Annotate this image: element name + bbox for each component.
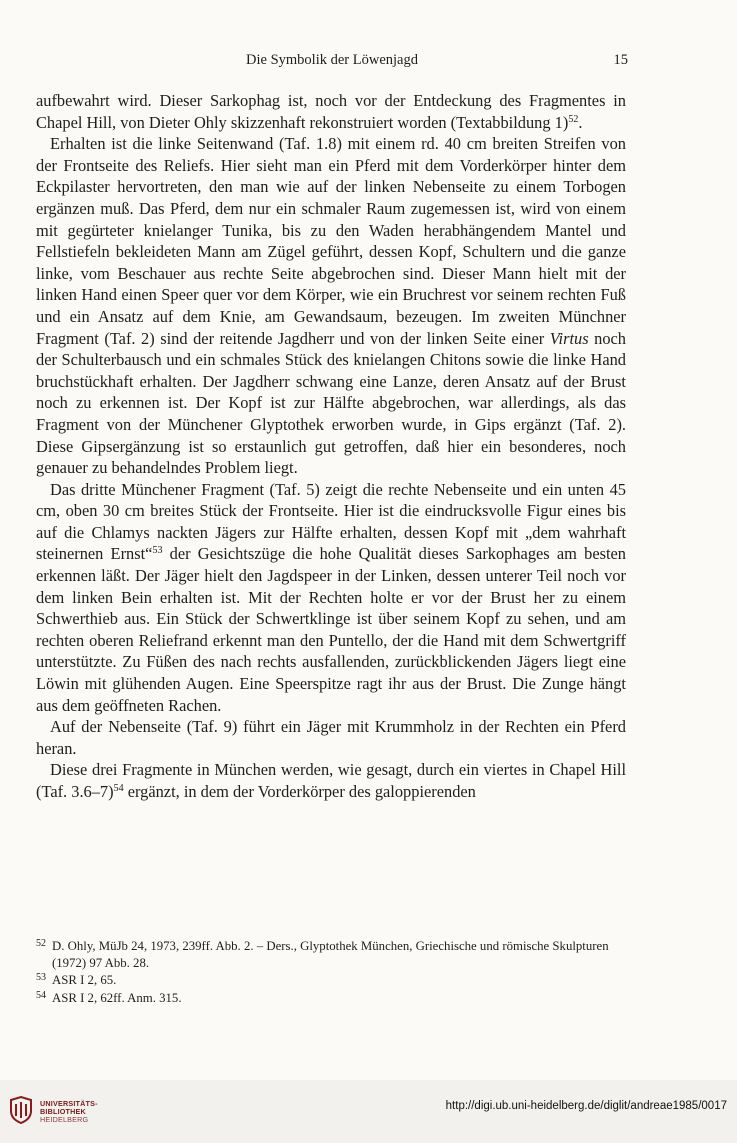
- running-title: Die Symbolik der Löwenjagd: [246, 52, 418, 68]
- text-run: Das dritte Münchener Fragment (Taf. 5) zeigt die rechte Nebenseite und ein unten 45 cm, oben 30 cm breites Stück der Frontseite. Hier ist die eindrucksvolle Figur eines bis auf die Chlamys nackten Jägers zur Hälfte erhalten, dessen Kopf mit „dem wahrhaft steinernen Ernst“: [36, 479, 626, 564]
- footnote: 54 ASR I 2, 62ff. Anm. 315.: [36, 989, 182, 1005]
- footnote: 53 ASR I 2, 65.: [36, 972, 117, 988]
- footnote-text: D. Ohly, MüJb 24, 1973, 239ff. Abb. 2. – Ders., Glyptothek München, Griechische und römische Skulpturen (1972) 97 Abb. 28.: [52, 939, 609, 971]
- text-run: der Gesichtszüge die hohe Qualität dieses Sarkophages am besten erkennen läßt. Der Jäger hielt den Jagdspeer in der Linken, dessen unterer Teil noch vor dem linken Bein erhalten ist. Mit der Rechten holte er vor der Brust her zu einem Schwerthieb aus. Ein Stück der Schwertklinge ist über seinem Kopf zu sehen, und am rechten oberen Reliefrand erkennt man den Puntello, der die Hand mit dem Schwertgriff unterstützte. Zu Füßen des nach rechts ausfallenden, zurückblickenden Jägers liegt eine Löwin mit glühenden Augen. Eine Speerspitze ragt ihr aus der Brust. Die Zunge hängt aus dem geöffneten Rachen.: [36, 544, 626, 715]
- emphasized-term: Virtus: [549, 328, 589, 348]
- logo-line-3: HEIDELBERG: [40, 1115, 89, 1124]
- footnote-text: ASR I 2, 65.: [52, 973, 117, 988]
- paragraph: [36, 90, 626, 133]
- text-run: aufbewahrt wird. Dieser Sarkophag ist, noch vor der Entdeckung des Fragmentes in Chapel Hill, von Dieter Ohly skizzenhaft rekonstruiert worden (Textabbildung 1): [36, 91, 626, 132]
- library-logo-icon: [8, 1096, 34, 1124]
- paragraph: [36, 133, 626, 479]
- text-run: Diese drei Fragmente in München werden, wie gesagt, durch ein viertes in Chapel Hill (Taf. 3.6–7): [36, 760, 626, 801]
- text-run: Erhalten ist die linke Seitenwand (Taf. 1.8) mit einem rd. 40 cm breiten Streifen von der Frontseite des Reliefs. Hier sieht man ein Pferd mit dem Vorderkörper hinter dem Eckpilaster hervortreten, den man wie auf der linken Nebenseite zu einem Torbogen ergänzen muß. Das Pferd, dem nur ein schmaler Raum zugemessen ist, wird von einem mit gegürteter knielanger Tunika, bis zu den Waden herabhängendem Mantel und Fellstiefeln bekleideten Mann am Zügel geführt, dessen Kopf, Schultern und die ganze linke, vom Beschauer aus rechte Seite abgebrochen sind. Dieser Mann hielt mit der linken Hand einen Speer quer vor dem Körper, wie ein Bruchrest vor seinem rechten Fuß und ein Ansatz auf dem Knie, am Gewandsaum, bezeugen. Im zweiten Münchner Fragment (Taf. 2) sind der reitende Jagdherr und von der linken Seite einer: [36, 134, 626, 348]
- text-run: Auf der Nebenseite (Taf. 9) führt ein Jäger mit Krummholz in der Rechten ein Pferd heran.: [36, 717, 626, 758]
- paragraph: [36, 479, 626, 717]
- logo-line-2: BIBLIOTHEK: [40, 1107, 86, 1116]
- footnote-reference: 53: [152, 545, 163, 557]
- footnote-reference: 52: [568, 113, 579, 125]
- viewer-footer: [0, 1080, 737, 1143]
- footnotes: [36, 938, 626, 1007]
- paragraph: [36, 759, 626, 802]
- paragraph: [36, 716, 626, 759]
- source-url-link[interactable]: http://digi.ub.uni-heidelberg.de/diglit/andreae1985/0017: [445, 1100, 727, 1112]
- library-logo-text: [40, 1100, 98, 1124]
- page-number: 15: [613, 52, 628, 68]
- footnote-text: ASR I 2, 62ff. Anm. 315.: [52, 990, 182, 1005]
- footnote: 52 D. Ohly, MüJb 24, 1973, 239ff. Abb. 2. – Ders., Glyptothek München, Griechische und römische Skulpturen (1972) 97 Abb. 28.: [36, 938, 609, 971]
- text-run: ergänzt, in dem der Vorderkörper des galoppierenden: [123, 782, 476, 801]
- running-header: [36, 52, 628, 72]
- text-run: .: [578, 112, 583, 132]
- body-text: [36, 90, 626, 803]
- text-run: noch der Schulterbausch und ein schmales Stück des knielangen Chitons sowie die linke Hand bruchstückhaft erhalten. Der Jagdherr schwang eine Lanze, deren Ansatz auf der Brust noch zu erkennen ist. Der Kopf ist zur Hälfte abgebrochen, war allerdings, als das Fragment von der Münchener Glyptothek erworben wurde, in Gips ergänzt (Taf. 2). Diese Gipsergänzung ist so erstaunlich gut getroffen, daß hier ein besonderes, noch genauer zu behandelndes Problem liegt.: [36, 328, 626, 478]
- logo-line-1: UNIVERSITÄTS-: [40, 1099, 98, 1108]
- footnote-reference: 54: [113, 783, 124, 794]
